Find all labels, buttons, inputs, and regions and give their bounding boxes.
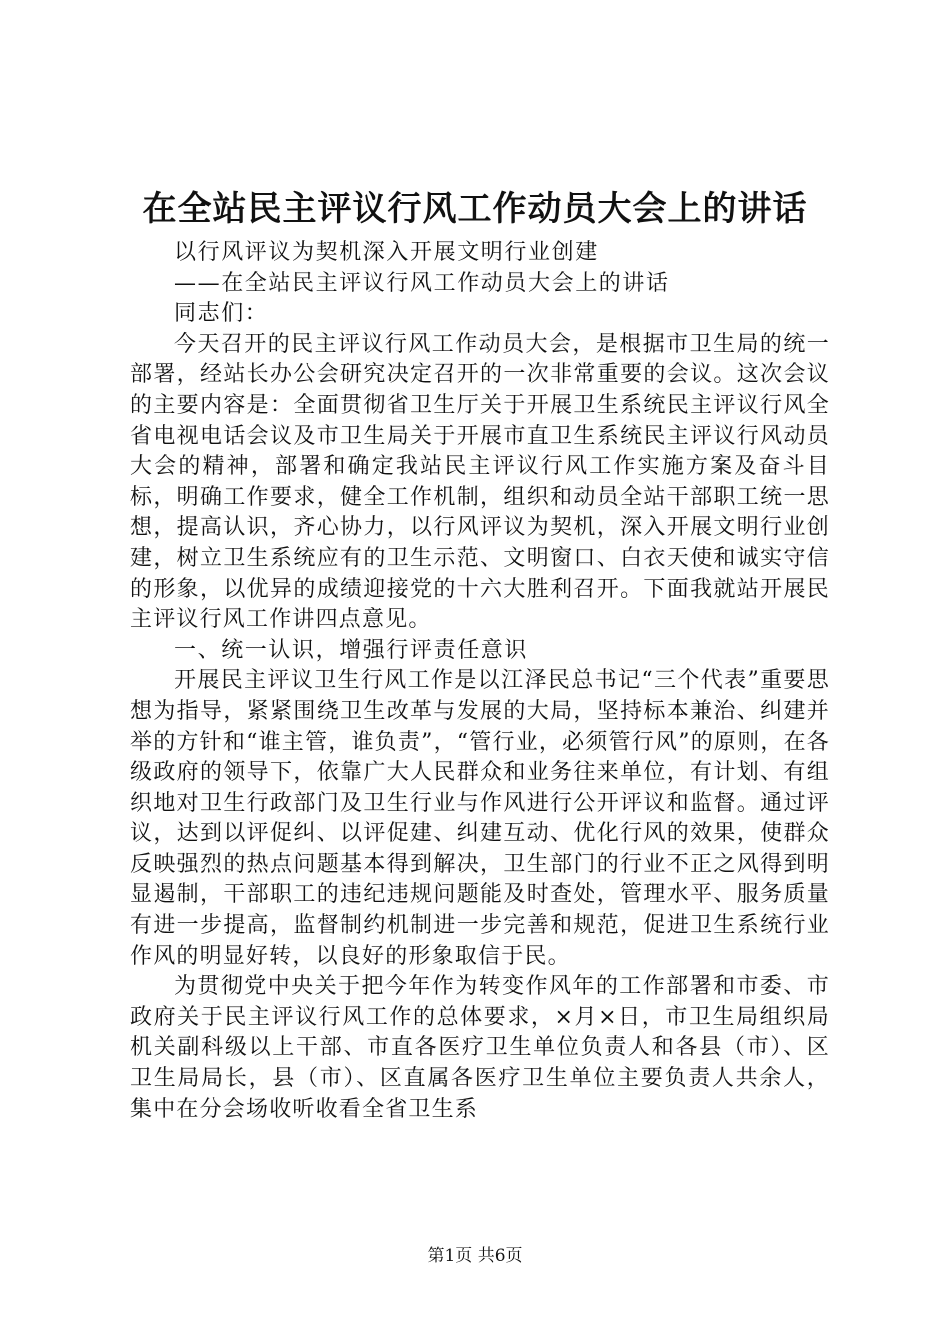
paragraph-continuation: 为贯彻党中央关于把今年作为转变作风年的工作部署和市委、市政府关于民主评议行风工作的总体要求，×月×日，市卫生局组织局机关副科级以上干部、市直各医疗卫生单位负责人和各县（市）、区卫生局局长，县（市）、区直属各医疗卫生单位主要负责人共余人，集中在分会场收听收看全省卫生系 — [130, 974, 830, 1122]
paragraph-section-1: 开展民主评议卫生行风工作是以江泽民总书记“三个代表”重要思想为指导，紧紧围绕卫生改革与发展的大局，坚持标本兼治、纠建并举的方针和“谁主管，谁负责”，“管行业，必须管行风”的原则，在各级政府的领导下，依靠广大人民群众和业务往来单位，有计划、有组织地对卫生行政部门及卫生行业与作风进行公开评议和监督。通过评议，达到以评促纠、以评促建、纠建互动、优化行风的效果，使群众反映强烈的热点问题基本得到解决，卫生部门的行业不正之风得到明显遏制，干部职工的违纪违规问题能及时查处，管理水平、服务质量有进一步提高，监督制约机制进一步完善和规范，促进卫生系统行业作风的明显好转，以良好的形象取信于民。 — [130, 668, 830, 969]
page-footer: 第1页 共6页 — [427, 1246, 523, 1266]
subtitle-line-2: ——在全站民主评议行风工作动员大会上的讲话 — [174, 270, 670, 296]
salutation: 同志们： — [174, 301, 269, 327]
subtitle-line-1: 以行风评议为契机深入开展文明行业创建 — [174, 240, 599, 265]
paragraph-intro: 今天召开的民主评议行风工作动员大会，是根据市卫生局的统一部署，经站长办公会研究决定召开的一次非常重要的会议。这次会议的主要内容是：全面贯彻省卫生厅关于开展卫生系统民主评议行风全省电视电话会议及市卫生局关于开展市直卫生系统民主评议行风动员大会的精神，部署和确定我站民主评议行风工作实施方案及奋斗目标，明确工作要求，健全工作机制，组织和动员全站干部职工统一思想，提高认识，齐心协力，以行风评议为契机，深入开展文明行业创建，树立卫生系统应有的卫生示范、文明窗口、白衣天使和诚实守信的形象，以优异的成绩迎接党的十六大胜利召开。下面我就站开展民主评议行风工作讲四点意见。 — [130, 331, 830, 633]
document-title: 在全站民主评议行风工作动员大会上的讲话 — [142, 189, 808, 229]
document-body — [130, 238, 830, 1125]
section-heading-1: 一、统一认识，增强行评责任意识 — [174, 637, 529, 663]
